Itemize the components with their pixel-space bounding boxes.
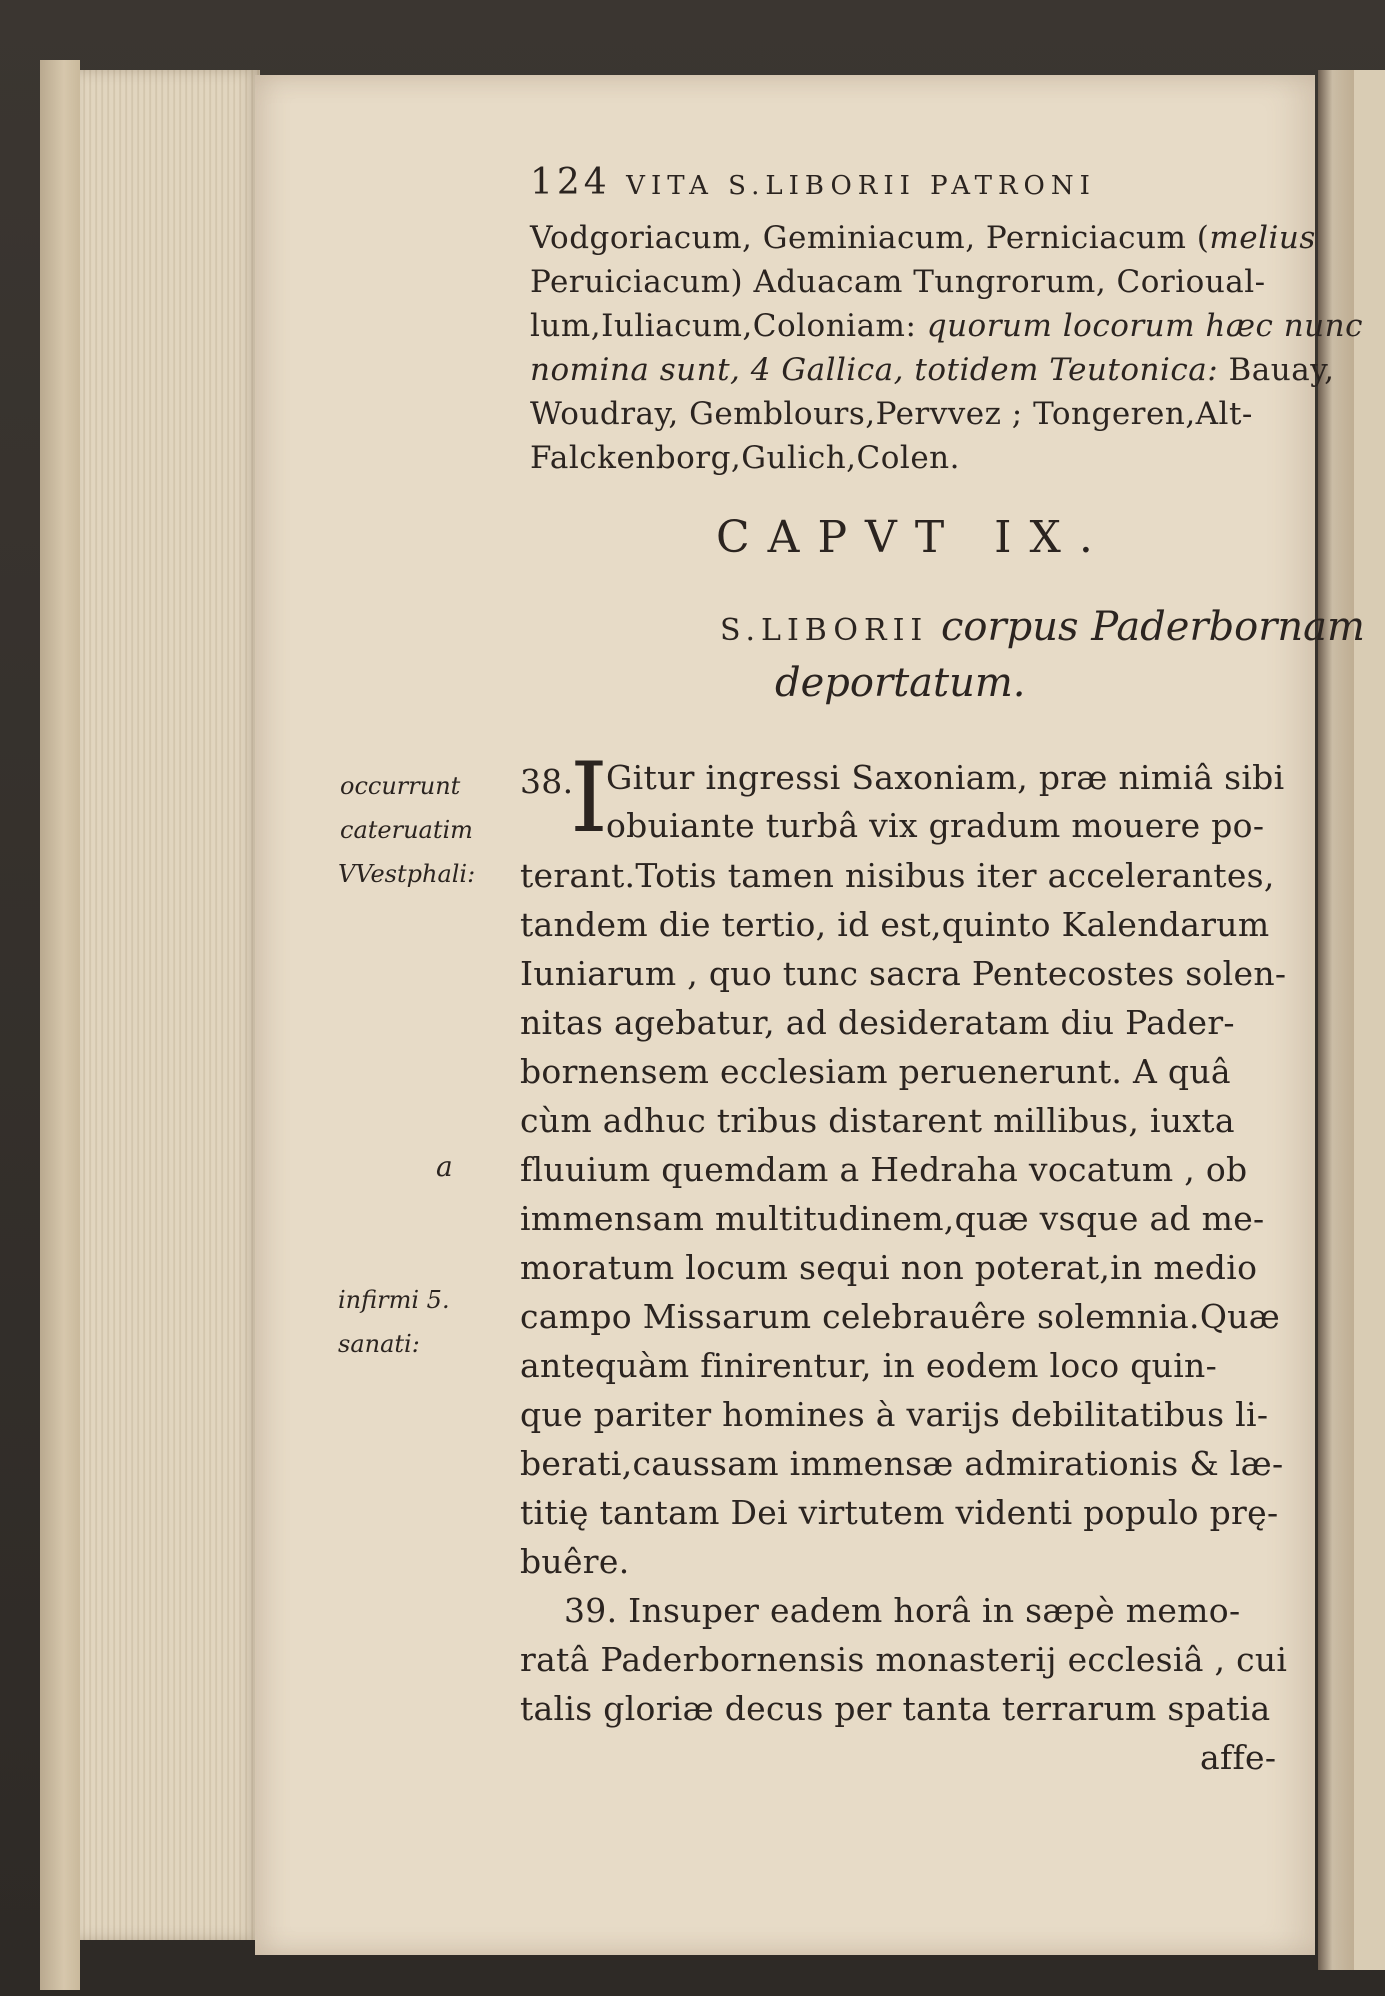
margin-note-vvestphali: VVestphali:: [338, 860, 476, 888]
prev-line-4: nomina sunt, 4 Gallica, totidem Teutonica: Bauay,: [530, 352, 1335, 388]
text-bauay: Bauay,: [1228, 352, 1335, 388]
drop-cap: I: [570, 742, 608, 854]
margin-note-cateruatim: cateruatim: [340, 816, 473, 844]
body-line-17: buêre.: [520, 1542, 630, 1581]
chapter-subtitle-line-2: deportatum.: [775, 660, 1026, 706]
page-edges: [80, 70, 260, 1940]
running-title: VITA S.LIBORII PATRONI: [626, 171, 1096, 201]
italic-melius: melius: [1209, 220, 1316, 256]
body-line-11: moratum locum sequi non poterat,in medio: [520, 1248, 1258, 1287]
body-line-16: titię tantam Dei virtutem videnti populo prę-: [520, 1493, 1279, 1532]
prev-line-6: Falckenborg,Gulich,Colen.: [530, 440, 960, 476]
para-38-number: 38.: [520, 762, 574, 801]
body-line-6: nitas agebatur, ad desideratam diu Pader-: [520, 1003, 1235, 1042]
body-line-19: ratâ Paderbornensis monasterij ecclesiâ , cui: [520, 1640, 1288, 1679]
prev-line-5: Woudray, Gemblours,Pervvez ; Tongeren,Alt-: [530, 396, 1253, 432]
body-line-10: immensam multitudinem,quæ vsque ad me-: [520, 1199, 1265, 1238]
margin-note-a: a: [436, 1150, 453, 1183]
prev-line-1: Vodgoriacum, Geminiacum, Perniciacum (melius: [530, 220, 1316, 256]
body-line-9: fluuium quemdam a Hedraha vocatum , ob: [520, 1150, 1248, 1189]
body-line-7: bornensem ecclesiam peruenerunt. A quâ: [520, 1052, 1231, 1091]
book-cover-edge: [40, 60, 80, 1990]
margin-note-sanati: sanati:: [338, 1330, 420, 1358]
chapter-subtitle-line-1: S.LIBORII corpus Paderbornam: [720, 604, 1365, 650]
body-line-5: Iuniarum , quo tunc sacra Pentecostes solen-: [520, 954, 1287, 993]
body-line-8: cùm adhuc tribus distarent millibus, iuxta: [520, 1101, 1235, 1140]
body-line-20: talis gloriæ decus per tanta terrarum spatia: [520, 1689, 1271, 1728]
body-line-4: tandem die tertio, id est,quinto Kalendarum: [520, 905, 1270, 944]
body-line-1: Gitur ingressi Saxoniam, præ nimiâ sibi: [606, 758, 1285, 797]
body-line-2: obuiante turbâ vix gradum mouere po-: [606, 806, 1265, 845]
body-line-14: que pariter homines à varijs debilitatibus li-: [520, 1395, 1269, 1434]
margin-note-occurrunt: occurrunt: [340, 772, 461, 800]
prev-line-3: lum,Iuliacum,Coloniam: quorum locorum hæc nunc: [530, 308, 1363, 344]
margin-note-infirmi: infirmi 5.: [338, 1286, 450, 1314]
body-line-15: berati,caussam immensæ admirationis & læ-: [520, 1444, 1284, 1483]
catchword: affe-: [1200, 1738, 1277, 1777]
chapter-heading: CAPVT IX.: [716, 512, 1111, 563]
running-header: [530, 162, 1096, 203]
body-line-18: 39. Insuper eadem horâ in sæpè memo-: [564, 1591, 1241, 1630]
italic-quorum: quorum locorum hæc nunc: [926, 308, 1363, 344]
body-line-3: terant.Totis tamen nisibus iter accelerantes,: [520, 856, 1275, 895]
body-line-12: campo Missarum celebrauêre solemnia.Quæ: [520, 1297, 1281, 1336]
prev-line-2: Peruiciacum) Aduacam Tungrorum, Corioual-: [530, 264, 1266, 300]
body-line-13: antequàm finirentur, in eodem loco quin-: [520, 1346, 1218, 1385]
facing-page-edge: [1354, 70, 1385, 1970]
page-number: 124: [530, 162, 611, 203]
